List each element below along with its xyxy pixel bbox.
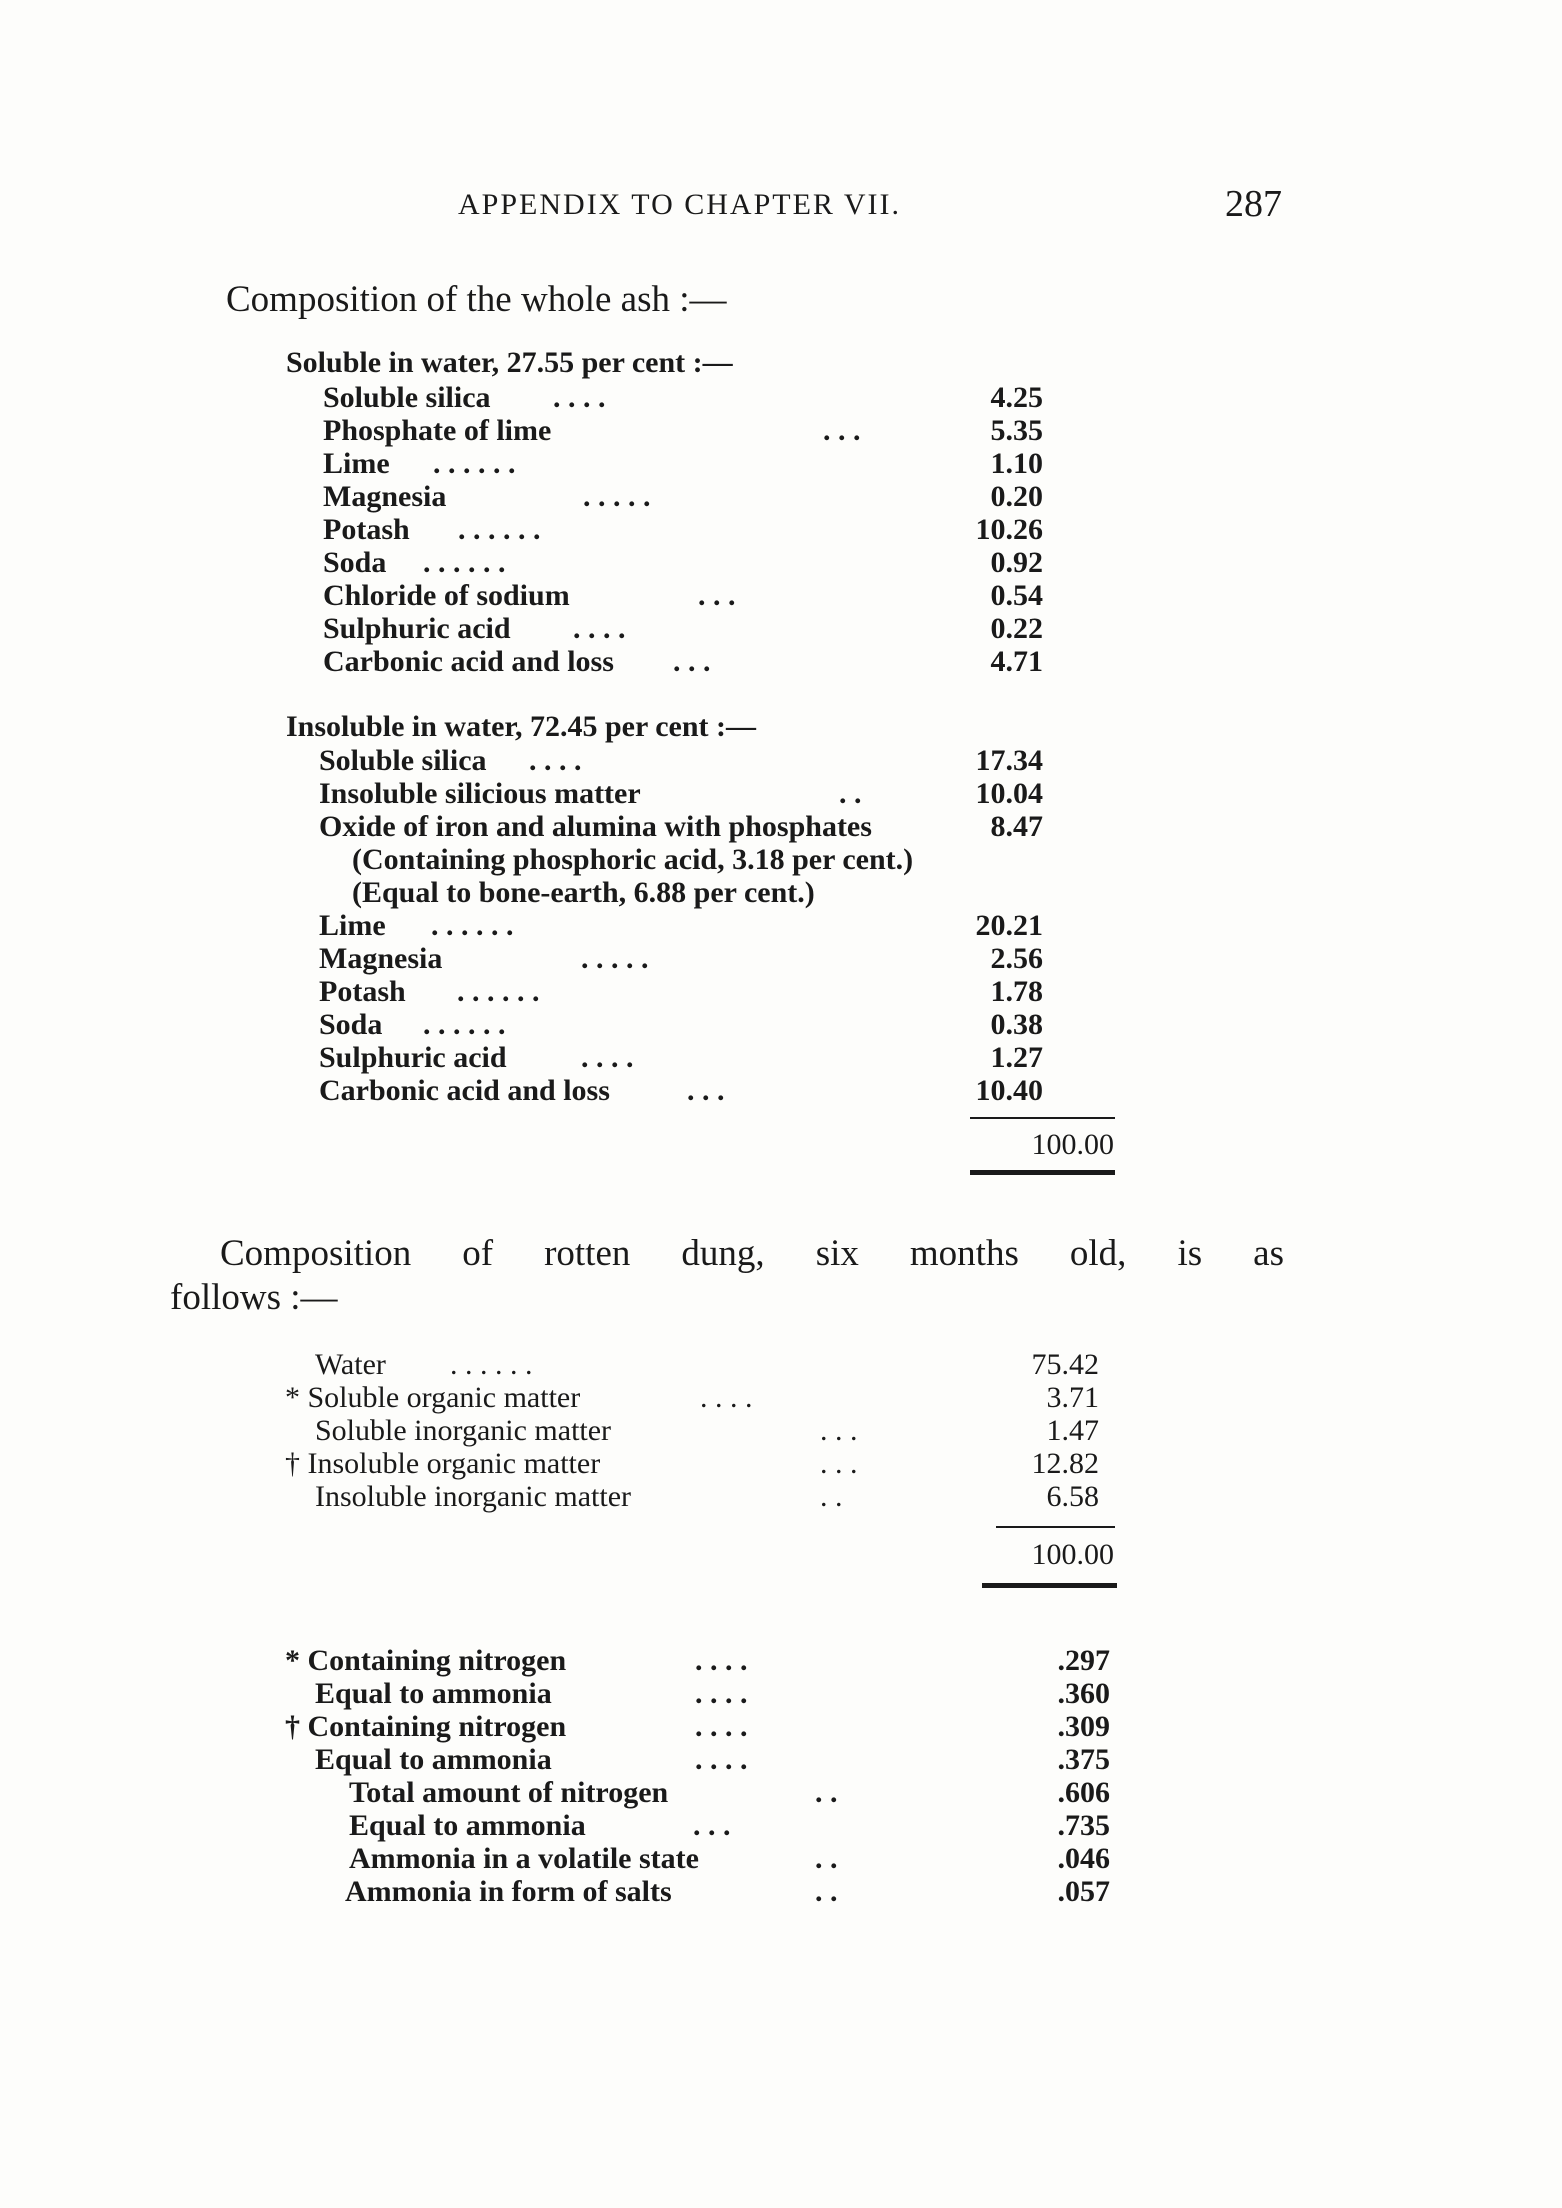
table-row xyxy=(285,1381,1115,1413)
row-label: * Soluble organic matter xyxy=(285,1381,581,1414)
row-value: 20.21 xyxy=(975,909,1043,942)
row-value: 6.58 xyxy=(1046,1480,1099,1513)
leader-dots: . . xyxy=(815,1875,838,1908)
leader-dots: . . . . xyxy=(573,612,626,645)
row-label: Lime xyxy=(323,447,390,480)
row-value: .309 xyxy=(1057,1710,1110,1743)
leader-dots: . . . . . . xyxy=(433,447,516,480)
table-row xyxy=(323,579,1123,611)
leader-dots: . . . . . . xyxy=(450,1348,533,1381)
leader-dots: . . . . xyxy=(700,1381,753,1414)
table-row xyxy=(285,1414,1115,1446)
row-label: Lime xyxy=(319,909,386,942)
row-label: Soluble inorganic matter xyxy=(315,1414,612,1447)
row-value: 1.78 xyxy=(990,975,1043,1008)
running-title: APPENDIX TO CHAPTER VII. xyxy=(458,188,902,221)
row-value: 8.47 xyxy=(990,810,1043,843)
leader-dots: . . . xyxy=(687,1074,725,1107)
leader-dots: . . . xyxy=(820,1414,858,1447)
table-row xyxy=(323,546,1123,578)
leader-dots: . . xyxy=(839,777,862,810)
row-label: Insoluble inorganic matter xyxy=(315,1480,632,1513)
leader-dots: . . . . xyxy=(695,1743,748,1776)
table-row xyxy=(285,1447,1115,1479)
row-value: 1.47 xyxy=(1046,1414,1099,1447)
row-label: Soda xyxy=(319,1008,383,1041)
table-row xyxy=(319,810,1119,842)
row-label: † Containing nitrogen xyxy=(285,1710,567,1743)
note-phosphoric-acid: (Containing phosphoric acid, 3.18 per cent.) xyxy=(352,843,914,876)
leader-dots: . . xyxy=(815,1842,838,1875)
table-row xyxy=(319,909,1119,941)
row-label: Potash xyxy=(319,975,406,1008)
row-label: Phosphate of lime xyxy=(323,414,552,447)
row-value: .375 xyxy=(1057,1743,1110,1776)
table-row xyxy=(285,1776,1135,1808)
insoluble-heading: Insoluble in water, 72.45 per cent :— xyxy=(286,710,757,743)
paragraph-line: follows :— xyxy=(170,1277,338,1318)
row-label: Insoluble silicious matter xyxy=(319,777,641,810)
leader-dots: . . . xyxy=(693,1809,731,1842)
row-label: Soda xyxy=(323,546,387,579)
row-value: 10.04 xyxy=(975,777,1043,810)
row-label: Potash xyxy=(323,513,410,546)
row-label: Carbonic acid and loss xyxy=(323,645,614,678)
table-row xyxy=(323,381,1123,413)
leader-dots: . . . . . . xyxy=(457,975,540,1008)
leader-dots: . . . . . . xyxy=(423,1008,506,1041)
table-row xyxy=(323,447,1123,479)
table-row xyxy=(285,1842,1135,1874)
ash-heading: Composition of the whole ash :— xyxy=(226,279,727,320)
row-label: Magnesia xyxy=(323,480,447,513)
row-label: Magnesia xyxy=(319,942,443,975)
running-head xyxy=(0,183,1562,228)
table-row xyxy=(319,942,1119,974)
leader-dots: . . . . xyxy=(695,1677,748,1710)
leader-dots: . . . . xyxy=(695,1710,748,1743)
ash-total: 100.00 xyxy=(1031,1128,1114,1161)
row-label: Chloride of sodium xyxy=(323,579,570,612)
row-value: 1.27 xyxy=(990,1041,1043,1074)
leader-dots: . . . . xyxy=(529,744,582,777)
row-label: Equal to ammonia xyxy=(315,1677,552,1710)
leader-dots: . . . xyxy=(698,579,736,612)
table-row xyxy=(319,1008,1119,1040)
row-value: 12.82 xyxy=(1031,1447,1099,1480)
table-row xyxy=(323,645,1123,677)
row-value: 3.71 xyxy=(1046,1381,1099,1414)
table-row xyxy=(285,1743,1135,1775)
row-label: Water xyxy=(315,1348,386,1381)
row-label: Oxide of iron and alumina with phosphates xyxy=(319,810,872,843)
leader-dots: . . . . . . xyxy=(458,513,541,546)
leader-dots: . . xyxy=(815,1776,838,1809)
row-value: 10.26 xyxy=(975,513,1043,546)
table-row xyxy=(323,480,1123,512)
row-value: 4.71 xyxy=(990,645,1043,678)
row-value: .606 xyxy=(1057,1776,1110,1809)
leader-dots: . . xyxy=(820,1480,843,1513)
note-bone-earth: (Equal to bone-earth, 6.88 per cent.) xyxy=(352,876,815,909)
row-label: Total amount of nitrogen xyxy=(349,1776,669,1809)
row-label: Soluble silica xyxy=(323,381,491,414)
row-value: 0.54 xyxy=(990,579,1043,612)
row-label: Ammonia in form of salts xyxy=(345,1875,672,1908)
row-value: .046 xyxy=(1057,1842,1110,1875)
row-value: 10.40 xyxy=(975,1074,1043,1107)
soluble-heading: Soluble in water, 27.55 per cent :— xyxy=(286,346,733,379)
row-value: .297 xyxy=(1057,1644,1110,1677)
table-row xyxy=(323,612,1123,644)
row-label: Sulphuric acid xyxy=(323,612,511,645)
row-label: Carbonic acid and loss xyxy=(319,1074,610,1107)
row-label: Sulphuric acid xyxy=(319,1041,507,1074)
row-value: 75.42 xyxy=(1031,1348,1099,1381)
row-value: .057 xyxy=(1057,1875,1110,1908)
sum-rule xyxy=(996,1526,1115,1528)
leader-dots: . . . . . xyxy=(581,942,649,975)
total-rule xyxy=(982,1583,1117,1588)
table-row xyxy=(285,1809,1135,1841)
row-value: 4.25 xyxy=(990,381,1043,414)
table-row xyxy=(323,414,1123,446)
leader-dots: . . . . . xyxy=(583,480,651,513)
leader-dots: . . . . . . xyxy=(423,546,506,579)
table-row xyxy=(319,744,1119,776)
row-label: Soluble silica xyxy=(319,744,487,777)
table-row xyxy=(319,777,1119,809)
row-value: 0.38 xyxy=(990,1008,1043,1041)
table-row xyxy=(323,513,1123,545)
row-label: Equal to ammonia xyxy=(315,1743,552,1776)
sum-rule xyxy=(970,1117,1115,1119)
leader-dots: . . . . xyxy=(695,1644,748,1677)
dung-paragraph xyxy=(170,1232,1284,1322)
table-row xyxy=(285,1480,1115,1512)
table-row xyxy=(285,1710,1135,1742)
table-row xyxy=(319,1041,1119,1073)
row-value: .735 xyxy=(1057,1809,1110,1842)
table-row xyxy=(285,1875,1135,1907)
leader-dots: . . . . xyxy=(581,1041,634,1074)
leader-dots: . . . . xyxy=(553,381,606,414)
row-label: Ammonia in a volatile state xyxy=(349,1842,699,1875)
row-value: 5.35 xyxy=(990,414,1043,447)
leader-dots: . . . xyxy=(673,645,711,678)
table-row xyxy=(285,1644,1135,1676)
table-row xyxy=(285,1348,1115,1380)
row-value: 2.56 xyxy=(990,942,1043,975)
row-value: 0.92 xyxy=(990,546,1043,579)
row-label: † Insoluble organic matter xyxy=(285,1447,601,1480)
table-row xyxy=(319,1074,1119,1106)
row-label: * Containing nitrogen xyxy=(285,1644,567,1677)
row-value: 1.10 xyxy=(990,447,1043,480)
row-label: Equal to ammonia xyxy=(349,1809,586,1842)
leader-dots: . . . . . . xyxy=(431,909,514,942)
table-row xyxy=(285,1677,1135,1709)
row-value: 0.22 xyxy=(990,612,1043,645)
leader-dots: . . . xyxy=(823,414,861,447)
leader-dots: . . . xyxy=(820,1447,858,1480)
row-value: .360 xyxy=(1057,1677,1110,1710)
dung-total: 100.00 xyxy=(1031,1538,1114,1571)
total-rule xyxy=(970,1170,1115,1175)
row-value: 17.34 xyxy=(975,744,1043,777)
table-row xyxy=(319,975,1119,1007)
paragraph-line: Composition of rotten dung, six months old, is as xyxy=(220,1233,1284,1274)
row-value: 0.20 xyxy=(990,480,1043,513)
page-number: 287 xyxy=(1225,183,1282,225)
